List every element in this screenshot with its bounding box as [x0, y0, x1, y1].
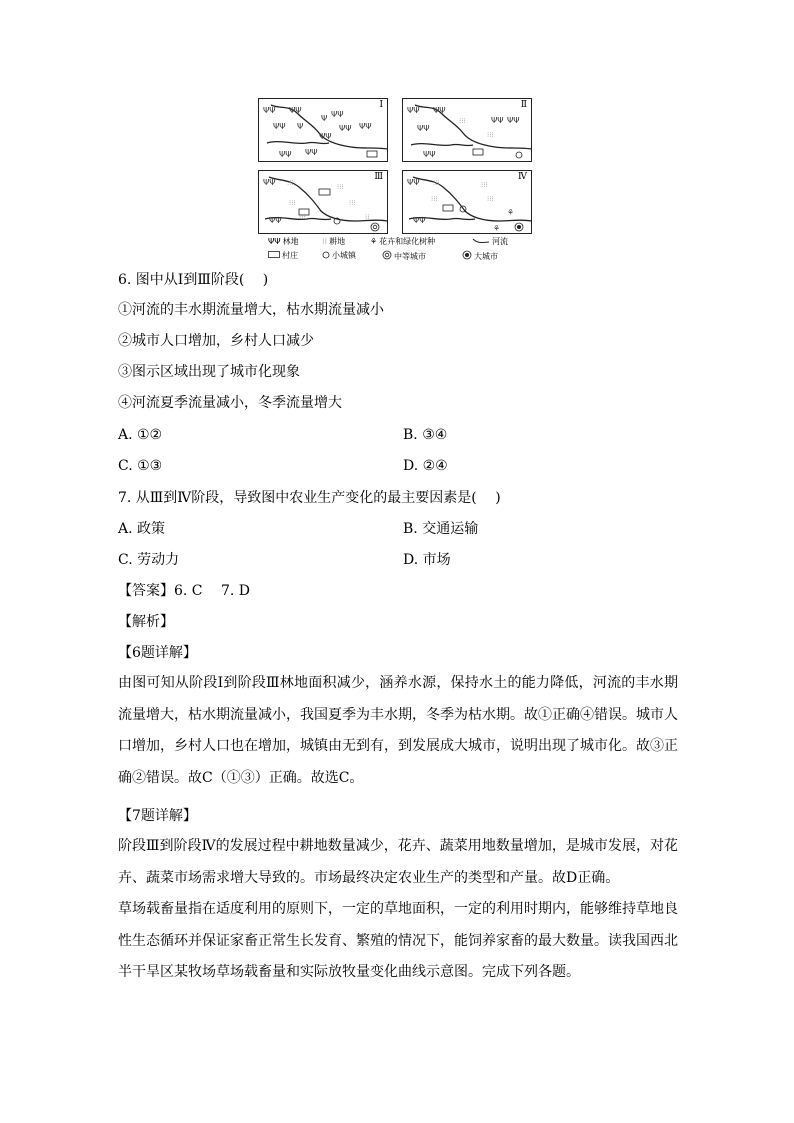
q6-item-3: ③图示区域出现了城市化现象	[118, 364, 300, 380]
panel-stage-1	[258, 98, 388, 162]
stage-1-map	[259, 99, 389, 163]
map-legend	[258, 234, 536, 264]
answer-line: 【答案】6. C 7. D	[118, 583, 251, 599]
q7-option-b[interactable]: B. 交通运输	[403, 521, 479, 537]
svg-text:ΨΨ: ΨΨ	[305, 148, 318, 157]
q6-option-c[interactable]: C. ①③	[118, 458, 163, 474]
legend-forest: ΨΨ 林地	[268, 237, 299, 246]
q7-stem: 7. 从Ⅲ到Ⅳ阶段，导致图中农业生产变化的最主要因素是( )	[118, 490, 501, 506]
svg-text:ΨΨ: ΨΨ	[407, 106, 420, 115]
legend-big-city: 大城市	[462, 250, 498, 262]
q6-option-a[interactable]: A. ①②	[118, 427, 163, 443]
panel-stage-3	[258, 170, 388, 234]
legend-small-town: 小城镇	[322, 250, 356, 261]
svg-text:ΨΨ: ΨΨ	[507, 116, 520, 125]
panel-label: Ⅰ	[379, 100, 383, 110]
stage-3-map	[259, 171, 389, 235]
svg-text:⁝⁝⁝: ⁝⁝⁝	[487, 131, 494, 139]
flower-icon: ⚘	[370, 237, 378, 246]
q6-detail-title: 【6题详解】	[118, 645, 197, 661]
svg-text:⚘: ⚘	[493, 224, 501, 233]
q6-item-4: ④河流夏季流量减小，冬季流量增大	[118, 395, 342, 411]
svg-text:ΨΨ: ΨΨ	[491, 116, 504, 125]
svg-text:Ψ: Ψ	[297, 122, 304, 131]
q6-option-b[interactable]: B. ③④	[403, 427, 448, 443]
svg-text:ΨΨ: ΨΨ	[413, 216, 426, 225]
panel-label: Ⅳ	[518, 172, 527, 182]
farmland-icon: ⁝⁝	[322, 237, 328, 246]
medium-city-icon	[382, 250, 392, 262]
panel-label: Ⅲ	[374, 172, 383, 182]
stage-4-map	[403, 171, 533, 235]
q7-option-d[interactable]: D. 市场	[403, 552, 451, 568]
svg-text:⁝⁝⁝: ⁝⁝⁝	[299, 213, 306, 221]
stage-2-map	[403, 99, 533, 163]
svg-text:ΨΨ: ΨΨ	[269, 216, 282, 225]
q7-option-a[interactable]: A. 政策	[118, 521, 166, 537]
q7-detail-text: 阶段Ⅲ到阶段Ⅳ的发展过程中耕地数量减少，花卉、蔬菜用地数量增加，是城市发展，对花卉、蔬菜市场需求增大导致的。市场最终决定农业生产的类型和产量。故D正确。	[118, 838, 678, 886]
svg-text:⁝⁝⁝: ⁝⁝⁝	[487, 195, 494, 203]
svg-text:ΨΨ: ΨΨ	[407, 178, 420, 187]
svg-text:ΨΨ: ΨΨ	[433, 106, 446, 115]
legend-river: 河流	[472, 236, 508, 247]
next-question-intro: 草场载畜量指在适度利用的原则下，一定的草地面积，一定的利用时期内，能够维持草地良性生态循环并保证家畜正常生长发育、繁殖的情况下，能饲养家畜的最大数量。读我国西北半干旱区某牧场草场载畜量和实际放牧量变化曲线示意图。完成下列各题。	[118, 901, 678, 980]
analysis-title: 【解析】	[118, 614, 174, 630]
legend-village: 村庄	[268, 250, 298, 261]
stage-map-figure	[258, 98, 536, 264]
svg-text:⁝⁝: ⁝⁝	[365, 213, 370, 221]
svg-text:⁝⁝⁝: ⁝⁝⁝	[431, 195, 438, 203]
panel-stage-2	[402, 98, 532, 162]
svg-text:ΨΨ: ΨΨ	[263, 106, 276, 115]
q6-option-d[interactable]: D. ②④	[403, 458, 448, 474]
svg-text:ΨΨ: ΨΨ	[289, 106, 302, 115]
svg-text:⁝⁝⁝: ⁝⁝⁝	[287, 179, 294, 187]
svg-text:⁝⁝⁝: ⁝⁝⁝	[337, 183, 344, 191]
big-city-icon	[462, 250, 472, 262]
svg-text:ΨΨ: ΨΨ	[423, 150, 436, 159]
svg-text:ΨΨ: ΨΨ	[359, 122, 372, 131]
svg-text:ΨΨ: ΨΨ	[273, 122, 286, 131]
legend-flowers: ⚘ 花卉和绿化树种	[370, 237, 436, 246]
svg-text:⁝⁝⁝: ⁝⁝⁝	[481, 181, 488, 189]
svg-text:ΨΨ: ΨΨ	[331, 110, 344, 119]
svg-text:ΨΨ: ΨΨ	[417, 124, 430, 133]
forest-icon: ΨΨ	[268, 237, 281, 246]
svg-text:Ψ: Ψ	[321, 114, 328, 123]
svg-text:⁝⁝⁝: ⁝⁝⁝	[459, 117, 466, 125]
svg-text:⚘: ⚘	[507, 208, 515, 217]
small-town-icon	[322, 251, 330, 261]
q6-detail-text: 由图可知从阶段Ⅰ到阶段Ⅲ林地面积减少，涵养水源，保持水土的能力降低，河流的丰水期流量增大，枯水期流量减小，我国夏季为丰水期，冬季为枯水期。故①正确④错误。城市人口增加，乡村人口也在增加，城镇由无到有，到发展成大城市，说明出现了城市化。故③正确②错误。故C（①③）正确。故选C。	[118, 675, 678, 786]
svg-text:⁝⁝⁝: ⁝⁝⁝	[349, 199, 356, 207]
svg-text:⁝⁝⁝: ⁝⁝⁝	[433, 179, 440, 187]
panel-label: Ⅱ	[520, 100, 527, 110]
svg-text:ΨΨ: ΨΨ	[319, 132, 332, 141]
river-icon	[472, 237, 490, 247]
legend-farmland: ⁝⁝ 耕地	[322, 237, 346, 246]
q6-item-2: ②城市人口增加，乡村人口减少	[118, 333, 314, 349]
q6-item-1: ①河流的丰水期流量增大，枯水期流量减小	[118, 302, 384, 318]
legend-medium-city: 中等城市	[382, 250, 426, 262]
svg-text:ΨΨ: ΨΨ	[263, 178, 276, 187]
svg-text:ΨΨ: ΨΨ	[339, 124, 352, 133]
village-icon	[268, 251, 280, 260]
q7-detail-title: 【7题详解】	[118, 808, 197, 824]
q6-stem: 6. 图中从Ⅰ到Ⅲ阶段( )	[118, 272, 269, 288]
svg-text:ΨΨ: ΨΨ	[279, 150, 292, 159]
panel-stage-4	[402, 170, 532, 234]
q7-option-c[interactable]: C. 劳动力	[118, 552, 180, 568]
svg-text:⁝⁝⁝: ⁝⁝⁝	[289, 199, 296, 207]
